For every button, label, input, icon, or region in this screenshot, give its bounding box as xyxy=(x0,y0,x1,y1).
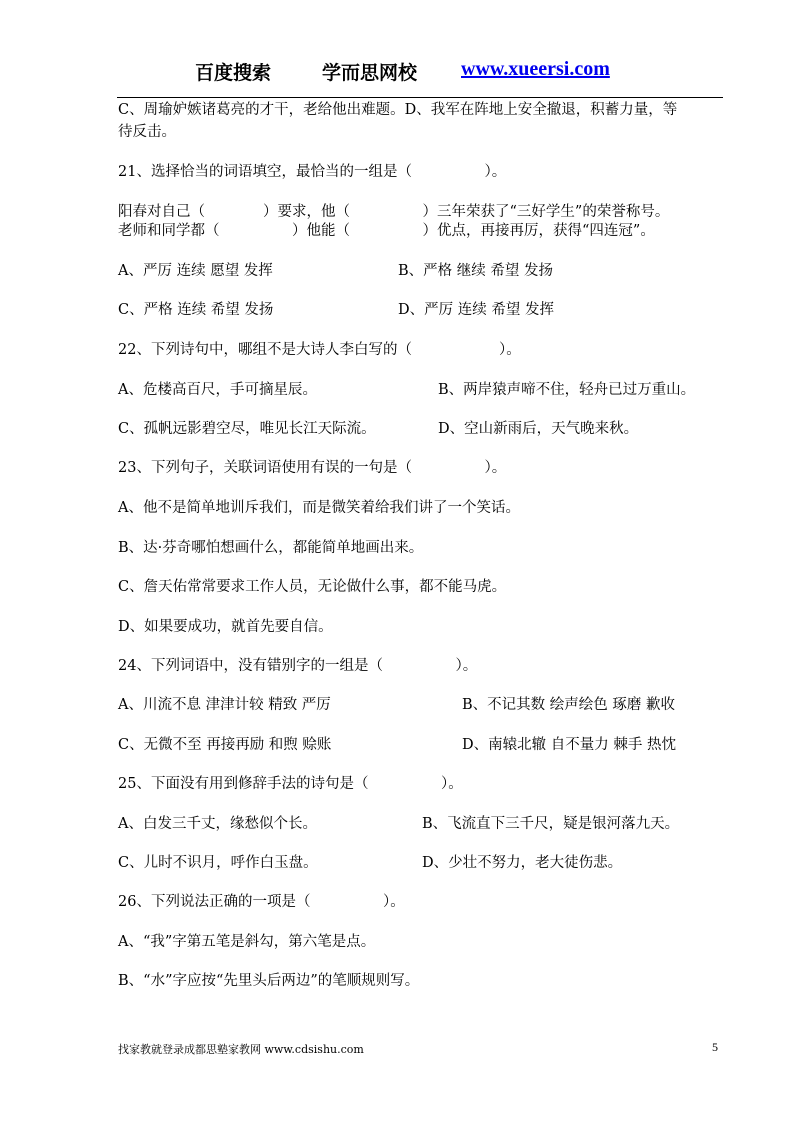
q21-stem: 21、选择恰当的词语填空，最恰当的一组是（ ）。 xyxy=(118,164,507,180)
page-footer: 找家教就登录成都思塾家教网 www.cdsishu.com xyxy=(118,1043,364,1056)
q25-stem: 25、下面没有用到修辞手法的诗句是（ ）。 xyxy=(118,776,463,792)
page-number: 5 xyxy=(712,1040,718,1054)
q24-option-c: C、无微不至 再接再励 和煦 赊账 xyxy=(118,737,332,753)
q25-option-a: A、白发三千丈，缘愁似个长。 xyxy=(118,816,317,832)
q24-option-d: D、南辕北辙 自不量力 棘手 热忱 xyxy=(462,737,676,753)
q22-option-b: B、两岸猿声啼不住，轻舟已过万重山。 xyxy=(438,382,696,398)
q26-option-a: A、“我”字第五笔是斜勾，第六笔是点。 xyxy=(118,934,376,950)
header-baidu-search: 百度搜索 xyxy=(195,62,272,84)
q21-option-c: C、严格 连续 希望 发扬 xyxy=(118,302,274,318)
q23-option-a: A、他不是简单地训斥我们，而是微笑着给我们讲了一个笑话。 xyxy=(118,500,520,516)
q21-option-a: A、严厉 连续 愿望 发挥 xyxy=(118,263,273,279)
continuation-line-2: 待反击。 xyxy=(118,124,176,140)
q21-passage-2: 老师和同学都（ ）他能（ ）优点，再接再厉，获得“四连冠”。 xyxy=(118,223,655,239)
q23-option-c: C、詹天佑常常要求工作人员，无论做什么事，都不能马虎。 xyxy=(118,579,507,595)
q25-option-d: D、少壮不努力，老大徒伤悲。 xyxy=(422,855,623,871)
q22-option-d: D、空山新雨后，天气晚来秋。 xyxy=(438,421,639,437)
q25-option-b: B、飞流直下三千尺，疑是银河落九天。 xyxy=(422,816,680,832)
q23-option-d: D、如果要成功，就首先要自信。 xyxy=(118,619,333,635)
page-header xyxy=(0,58,794,86)
q26-option-b: B、“水”字应按“先里头后两边”的笔顺规则写。 xyxy=(118,973,420,989)
q26-stem: 26、下列说法正确的一项是（ ）。 xyxy=(118,894,405,910)
q24-option-b: B、不记其数 绘声绘色 琢磨 歉收 xyxy=(462,697,675,713)
header-school-name: 学而思网校 xyxy=(322,62,418,84)
q24-stem: 24、下列词语中，没有错别字的一组是（ ）。 xyxy=(118,658,478,674)
header-divider xyxy=(117,97,723,98)
q23-stem: 23、下列句子，关联词语使用有误的一句是（ ）。 xyxy=(118,460,507,476)
q22-option-a: A、危楼高百尺，手可摘星辰。 xyxy=(118,382,317,398)
q24-option-a: A、川流不息 津津计较 精致 严厉 xyxy=(118,697,331,713)
q23-option-b: B、达·芬奇哪怕想画什么，都能简单地画出来。 xyxy=(118,540,424,556)
header-url-link[interactable]: www.xueersi.com xyxy=(461,58,610,80)
q21-passage-1: 阳春对自己（ ）要求，他（ ）三年荣获了“三好学生”的荣誉称号。 xyxy=(118,204,670,220)
q21-option-d: D、严厉 连续 希望 发挥 xyxy=(398,302,554,318)
q22-option-c: C、孤帆远影碧空尽，唯见长江天际流。 xyxy=(118,421,376,437)
continuation-line-1: C、周瑜妒嫉诸葛亮的才干，老给他出难题。D、我军在阵地上安全撤退，积蓄力量，等 xyxy=(118,102,678,118)
q21-option-b: B、严格 继续 希望 发扬 xyxy=(398,263,553,279)
q22-stem: 22、下列诗句中，哪组不是大诗人李白写的（ ）。 xyxy=(118,342,521,358)
q25-option-c: C、儿时不识月，呼作白玉盘。 xyxy=(118,855,318,871)
